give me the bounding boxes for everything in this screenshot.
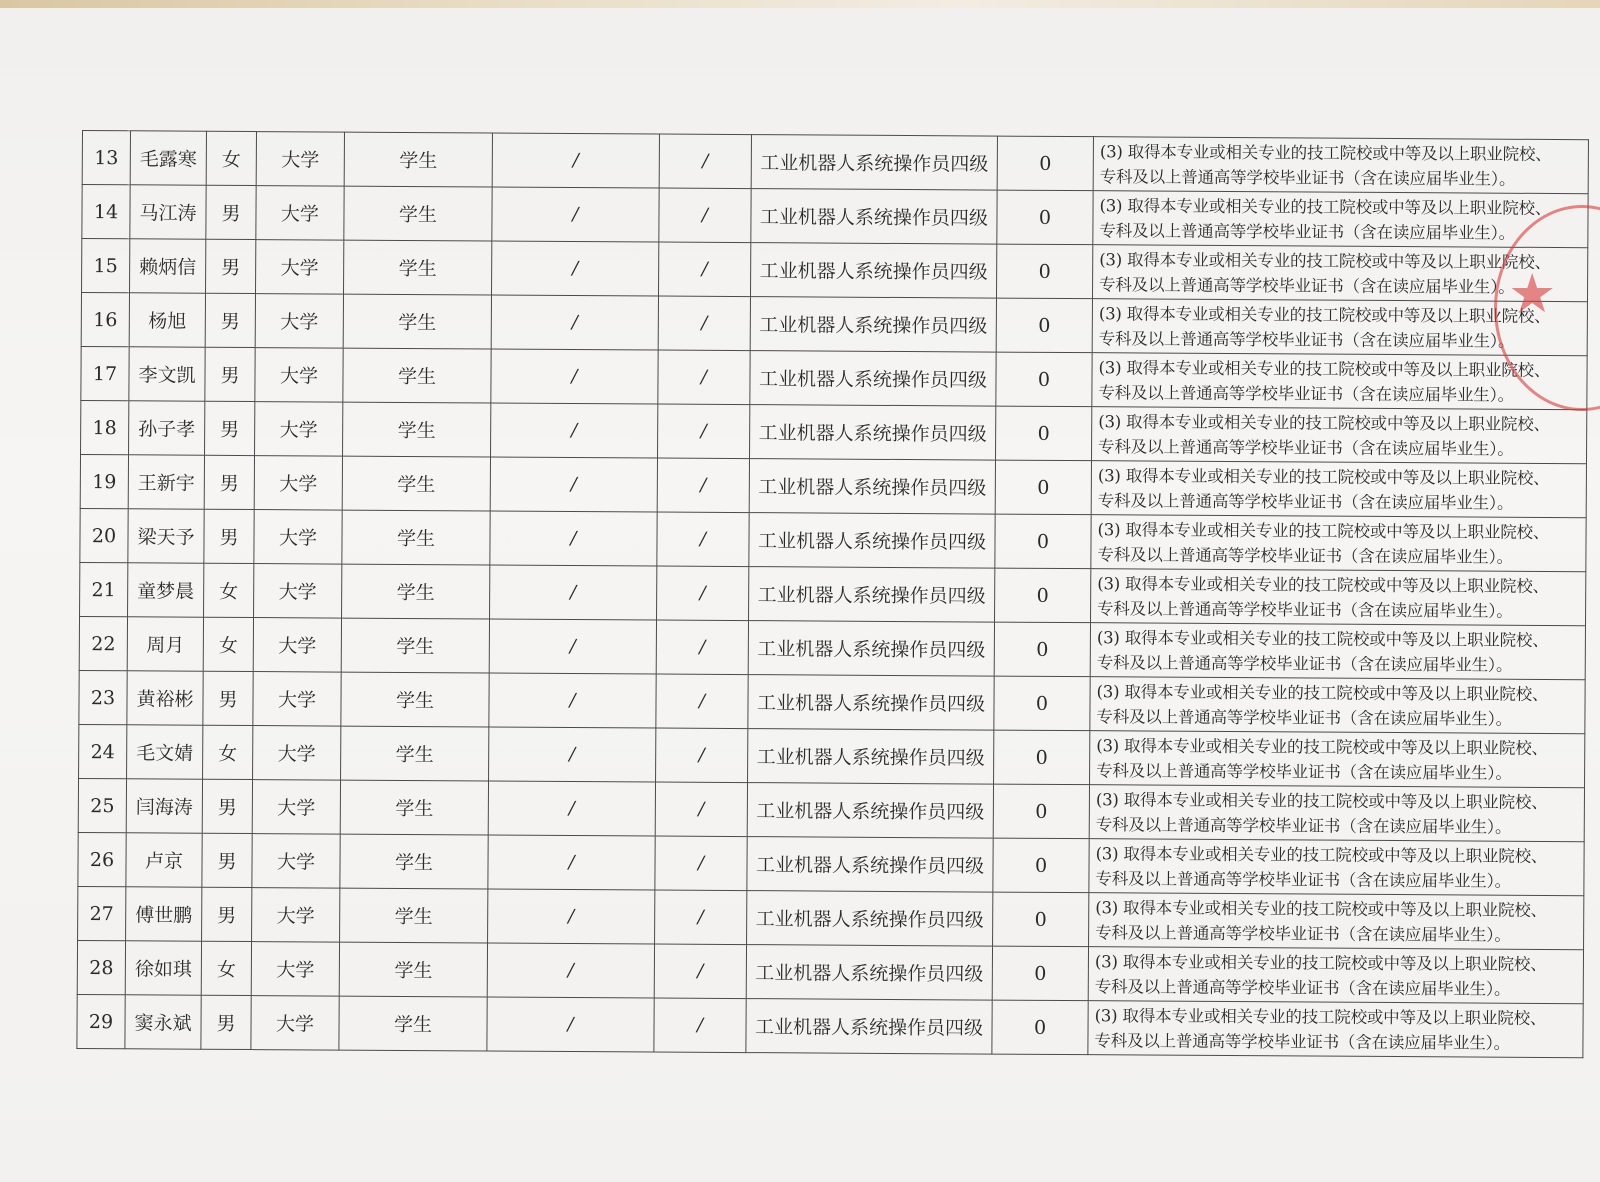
slash-cell: /: [490, 511, 657, 566]
score-cell: 0: [996, 406, 1092, 461]
slash-cell: /: [658, 350, 750, 405]
table-row: [77, 994, 1583, 1057]
requirement-line: 专科及以上普通高等学校毕业证书（含在读应届毕业生）。: [1095, 814, 1512, 837]
table-row: [82, 131, 1588, 194]
requirement-cell: [1093, 137, 1588, 194]
slash-cell: /: [658, 404, 750, 459]
occupation-cell: 学生: [341, 672, 489, 727]
table-row: [77, 940, 1583, 1003]
requirement-line: 专科及以上普通高等学校毕业证书（含在读应届毕业生）。: [1097, 544, 1514, 567]
education-cell: 大学: [255, 294, 343, 349]
score-cell: 0: [997, 136, 1093, 191]
slash-cell: /: [489, 673, 656, 728]
applicant-table-body: [77, 131, 1589, 1058]
requirement-line: (3) 取得本专业或相关专业的技工院校或中等及以上职业院校、: [1096, 627, 1549, 650]
gender-cell: 女: [204, 563, 254, 617]
score-cell: 0: [996, 298, 1092, 353]
requirement-line: 专科及以上普通高等学校毕业证书（含在读应届毕业生）。: [1097, 598, 1513, 621]
occupation-cell: 学生: [342, 564, 490, 619]
row-number-cell: 29: [77, 994, 125, 1048]
occupation-cell: 学生: [340, 780, 488, 835]
occupation-cell: 学生: [344, 186, 492, 241]
score-cell: 0: [993, 838, 1089, 893]
education-cell: 大学: [254, 510, 342, 565]
name-cell: 卢京: [126, 833, 202, 887]
score-cell: 0: [996, 244, 1092, 299]
education-cell: 大学: [254, 456, 342, 511]
row-number-cell: 25: [78, 778, 126, 832]
applicant-list-document: [76, 130, 1588, 1058]
slash-cell: /: [487, 997, 654, 1052]
requirement-cell: [1090, 731, 1585, 788]
slash-cell: /: [656, 674, 748, 729]
requirement-line: 专科及以上普通高等学校毕业证书（含在读应届毕业生）。: [1099, 220, 1516, 243]
row-number-cell: 16: [81, 293, 129, 347]
requirement-line: 专科及以上普通高等学校毕业证书（含在读应届毕业生）。: [1098, 382, 1515, 405]
education-cell: 大学: [254, 564, 342, 619]
name-cell: 周月: [127, 617, 203, 671]
requirement-line: (3) 取得本专业或相关专业的技工院校或中等及以上职业院校、: [1094, 951, 1547, 974]
row-number-cell: 27: [78, 886, 126, 940]
score-cell: 0: [994, 622, 1090, 677]
slash-cell: /: [659, 134, 751, 189]
slash-cell: /: [657, 566, 749, 621]
requirement-cell: [1091, 407, 1586, 464]
slash-cell: /: [654, 944, 746, 999]
score-cell: 0: [994, 676, 1090, 731]
requirement-line: (3) 取得本专业或相关专业的技工院校或中等及以上职业院校、: [1097, 573, 1549, 596]
name-cell: 毛文婧: [127, 725, 203, 779]
occupation-cell: 学生: [340, 888, 488, 943]
requirement-line: 专科及以上普通高等学校毕业证书（含在读应届毕业生）。: [1096, 760, 1512, 783]
requirement-cell: [1092, 299, 1587, 356]
exam-level-cell: 工业机器人系统操作员四级: [751, 135, 997, 191]
requirement-line: (3) 取得本专业或相关专业的技工院校或中等及以上职业院校、: [1095, 897, 1547, 920]
row-number-cell: 19: [80, 454, 128, 508]
requirement-cell: [1090, 623, 1585, 680]
row-number-cell: 15: [82, 239, 130, 293]
score-cell: 0: [995, 460, 1091, 515]
exam-level-cell: 工业机器人系统操作员四级: [747, 837, 993, 893]
gender-cell: 男: [204, 455, 254, 509]
name-cell: 赖炳信: [130, 239, 206, 293]
slash-cell: /: [488, 889, 655, 944]
slash-cell: /: [492, 187, 659, 242]
occupation-cell: 学生: [343, 348, 491, 403]
exam-level-cell: 工业机器人系统操作员四级: [748, 621, 994, 677]
row-number-cell: 26: [78, 832, 126, 886]
exam-level-cell: 工业机器人系统操作员四级: [751, 189, 997, 245]
name-cell: 孙子孝: [129, 401, 205, 455]
education-cell: 大学: [252, 888, 340, 943]
table-row: [82, 185, 1588, 248]
slash-cell: /: [487, 943, 654, 998]
gender-cell: 男: [202, 779, 252, 833]
exam-level-cell: 工业机器人系统操作员四级: [746, 945, 992, 1001]
gender-cell: 女: [203, 725, 253, 779]
exam-level-cell: 工业机器人系统操作员四级: [750, 297, 996, 353]
requirement-line: 专科及以上普通高等学校毕业证书（含在读应届毕业生）。: [1095, 922, 1511, 945]
requirement-cell: [1092, 353, 1587, 410]
score-cell: 0: [993, 892, 1089, 947]
requirement-cell: [1092, 245, 1587, 302]
slash-cell: /: [489, 619, 656, 674]
requirement-line: 专科及以上普通高等学校毕业证书（含在读应届毕业生）。: [1094, 976, 1511, 999]
occupation-cell: 学生: [339, 996, 487, 1051]
slash-cell: /: [491, 349, 658, 404]
row-number-cell: 22: [79, 616, 127, 670]
requirement-line: 专科及以上普通高等学校毕业证书（含在读应届毕业生）。: [1099, 166, 1516, 189]
occupation-cell: 学生: [340, 834, 488, 889]
education-cell: 大学: [256, 132, 344, 187]
requirement-line: (3) 取得本专业或相关专业的技工院校或中等及以上职业院校、: [1094, 1005, 1547, 1028]
score-cell: 0: [997, 190, 1093, 245]
applicant-table: [76, 130, 1589, 1058]
education-cell: 大学: [252, 780, 340, 835]
slash-cell: /: [488, 835, 655, 890]
gender-cell: 男: [203, 671, 253, 725]
requirement-line: 专科及以上普通高等学校毕业证书（含在读应届毕业生）。: [1094, 1030, 1511, 1053]
occupation-cell: 学生: [341, 618, 489, 673]
gender-cell: 女: [206, 131, 256, 185]
score-cell: 0: [993, 784, 1089, 839]
education-cell: 大学: [256, 240, 344, 295]
slash-cell: /: [658, 296, 750, 351]
requirement-cell: [1091, 515, 1586, 572]
occupation-cell: 学生: [339, 942, 487, 997]
gender-cell: 女: [201, 941, 251, 995]
slash-cell: /: [490, 565, 657, 620]
requirement-cell: [1089, 785, 1584, 842]
occupation-cell: 学生: [342, 510, 490, 565]
exam-level-cell: 工业机器人系统操作员四级: [747, 783, 993, 839]
education-cell: 大学: [255, 402, 343, 457]
requirement-cell: [1093, 191, 1588, 248]
row-number-cell: 28: [77, 940, 125, 994]
name-cell: 窦永斌: [125, 995, 201, 1049]
name-cell: 李文凯: [129, 347, 205, 401]
education-cell: 大学: [256, 186, 344, 241]
gender-cell: 男: [205, 347, 255, 401]
requirement-cell: [1089, 839, 1584, 896]
education-cell: 大学: [253, 726, 341, 781]
requirement-line: (3) 取得本专业或相关专业的技工院校或中等及以上职业院校、: [1098, 357, 1551, 380]
name-cell: 杨旭: [129, 293, 205, 347]
table-row: [79, 616, 1585, 679]
score-cell: 0: [995, 568, 1091, 623]
slash-cell: /: [655, 782, 747, 837]
table-row: [78, 832, 1584, 895]
gender-cell: 男: [204, 509, 254, 563]
row-number-cell: 21: [80, 562, 128, 616]
name-cell: 梁天予: [128, 509, 204, 563]
name-cell: 黄裕彬: [127, 671, 203, 725]
table-row: [79, 724, 1585, 787]
slash-cell: /: [659, 188, 751, 243]
row-number-cell: 17: [81, 346, 129, 400]
requirement-line: 专科及以上普通高等学校毕业证书（含在读应届毕业生）。: [1095, 868, 1512, 891]
exam-level-cell: 工业机器人系统操作员四级: [748, 729, 994, 785]
requirement-line: 专科及以上普通高等学校毕业证书（含在读应届毕业生）。: [1097, 490, 1514, 513]
name-cell: 徐如琪: [125, 941, 201, 995]
table-row: [80, 508, 1586, 571]
exam-level-cell: 工业机器人系统操作员四级: [747, 891, 993, 947]
occupation-cell: 学生: [341, 726, 489, 781]
requirement-line: (3) 取得本专业或相关专业的技工院校或中等及以上职业院校、: [1098, 303, 1551, 326]
exam-level-cell: 工业机器人系统操作员四级: [749, 513, 995, 569]
occupation-cell: 学生: [344, 132, 492, 187]
exam-level-cell: 工业机器人系统操作员四级: [746, 999, 992, 1055]
slash-cell: /: [656, 728, 748, 783]
education-cell: 大学: [252, 834, 340, 889]
gender-cell: 男: [202, 833, 252, 887]
requirement-line: 专科及以上普通高等学校毕业证书（含在读应届毕业生）。: [1096, 706, 1513, 729]
name-cell: 王新宇: [128, 455, 204, 509]
exam-level-cell: 工业机器人系统操作员四级: [748, 675, 994, 731]
table-row: [80, 562, 1586, 625]
row-number-cell: 14: [82, 185, 130, 239]
gender-cell: 男: [205, 293, 255, 347]
row-number-cell: 13: [82, 131, 130, 185]
education-cell: 大学: [253, 672, 341, 727]
slash-cell: /: [491, 241, 658, 296]
score-cell: 0: [992, 1000, 1088, 1055]
slash-cell: /: [490, 457, 657, 512]
score-cell: 0: [995, 514, 1091, 569]
requirement-line: 专科及以上普通高等学校毕业证书（含在读应届毕业生）。: [1098, 328, 1515, 351]
occupation-cell: 学生: [343, 402, 491, 457]
table-row: [80, 454, 1586, 517]
table-row: [81, 346, 1587, 409]
row-number-cell: 18: [81, 400, 129, 454]
row-number-cell: 23: [79, 670, 127, 724]
slash-cell: /: [656, 620, 748, 675]
table-row: [82, 239, 1588, 302]
requirement-line: (3) 取得本专业或相关专业的技工院校或中等及以上职业院校、: [1099, 141, 1552, 164]
table-row: [78, 886, 1584, 949]
requirement-cell: [1088, 1001, 1583, 1058]
seal-star-icon: ★: [1508, 262, 1557, 325]
name-cell: 毛露寒: [130, 131, 206, 185]
slash-cell: /: [655, 890, 747, 945]
name-cell: 闫海涛: [126, 779, 202, 833]
score-cell: 0: [996, 352, 1092, 407]
requirement-line: (3) 取得本专业或相关专业的技工院校或中等及以上职业院校、: [1097, 519, 1550, 542]
table-row: [78, 778, 1584, 841]
requirement-cell: [1091, 461, 1586, 518]
requirement-line: 专科及以上普通高等学校毕业证书（含在读应届毕业生）。: [1098, 436, 1514, 459]
requirement-line: (3) 取得本专业或相关专业的技工院校或中等及以上职业院校、: [1095, 843, 1548, 866]
gender-cell: 男: [206, 239, 256, 293]
requirement-cell: [1089, 893, 1584, 950]
requirement-line: (3) 取得本专业或相关专业的技工院校或中等及以上职业院校、: [1098, 411, 1550, 434]
occupation-cell: 学生: [344, 240, 492, 295]
gender-cell: 女: [203, 617, 253, 671]
slash-cell: /: [657, 458, 749, 513]
slash-cell: /: [658, 242, 750, 297]
occupation-cell: 学生: [343, 294, 491, 349]
gender-cell: 男: [205, 401, 255, 455]
requirement-line: (3) 取得本专业或相关专业的技工院校或中等及以上职业院校、: [1096, 735, 1548, 758]
gender-cell: 男: [201, 995, 251, 1049]
education-cell: 大学: [251, 996, 339, 1051]
education-cell: 大学: [255, 348, 343, 403]
slash-cell: /: [654, 998, 746, 1053]
name-cell: 童梦晨: [128, 563, 204, 617]
name-cell: 马江涛: [130, 185, 206, 239]
slash-cell: /: [488, 781, 655, 836]
slash-cell: /: [491, 295, 658, 350]
requirement-cell: [1088, 947, 1583, 1004]
requirement-line: (3) 取得本专业或相关专业的技工院校或中等及以上职业院校、: [1095, 789, 1548, 812]
row-number-cell: 24: [79, 724, 127, 778]
requirement-cell: [1090, 677, 1585, 734]
occupation-cell: 学生: [342, 456, 490, 511]
exam-level-cell: 工业机器人系统操作员四级: [750, 405, 996, 461]
requirement-line: (3) 取得本专业或相关专业的技工院校或中等及以上职业院校、: [1097, 465, 1550, 488]
slash-cell: /: [655, 836, 747, 891]
education-cell: 大学: [251, 942, 339, 997]
table-row: [81, 400, 1587, 463]
requirement-cell: [1091, 569, 1586, 626]
table-row: [81, 293, 1587, 356]
slash-cell: /: [492, 133, 659, 188]
slash-cell: /: [491, 403, 658, 458]
gender-cell: 男: [206, 185, 256, 239]
score-cell: 0: [992, 946, 1088, 1001]
exam-level-cell: 工业机器人系统操作员四级: [750, 243, 996, 299]
exam-level-cell: 工业机器人系统操作员四级: [749, 459, 995, 515]
requirement-line: (3) 取得本专业或相关专业的技工院校或中等及以上职业院校、: [1096, 681, 1549, 704]
requirement-line: 专科及以上普通高等学校毕业证书（含在读应届毕业生）。: [1096, 652, 1513, 675]
exam-level-cell: 工业机器人系统操作员四级: [750, 351, 996, 407]
score-cell: 0: [994, 730, 1090, 785]
requirement-line: 专科及以上普通高等学校毕业证书（含在读应届毕业生）。: [1099, 274, 1515, 297]
slash-cell: /: [489, 727, 656, 782]
table-row: [79, 670, 1585, 733]
gender-cell: 男: [202, 887, 252, 941]
education-cell: 大学: [253, 618, 341, 673]
name-cell: 傅世鹏: [126, 887, 202, 941]
row-number-cell: 20: [80, 508, 128, 562]
requirement-line: (3) 取得本专业或相关专业的技工院校或中等及以上职业院校、: [1099, 195, 1552, 218]
exam-level-cell: 工业机器人系统操作员四级: [749, 567, 995, 623]
requirement-line: (3) 取得本专业或相关专业的技工院校或中等及以上职业院校、: [1099, 249, 1551, 272]
slash-cell: /: [657, 512, 749, 567]
